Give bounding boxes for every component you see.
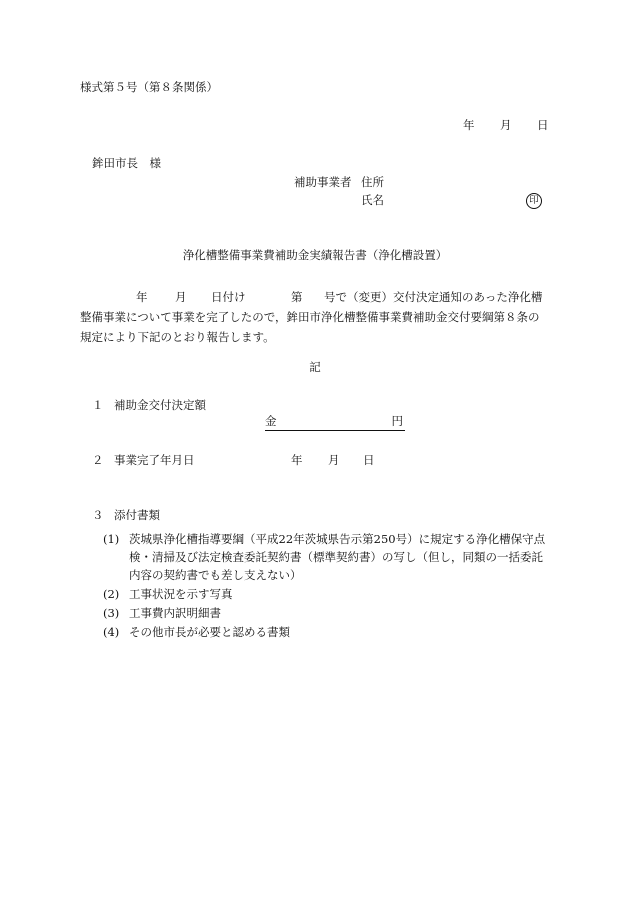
section-2-number: ２ xyxy=(92,453,104,467)
form-number: 様式第５号（第８条関係） xyxy=(80,80,218,94)
date-month-label: 月 xyxy=(500,118,512,132)
list-item-number: (4) xyxy=(103,625,120,639)
seal-mark: 印 xyxy=(526,193,542,209)
section-3-label: 添付書類 xyxy=(114,508,160,522)
list-item xyxy=(103,530,563,584)
list-item-number: (2) xyxy=(103,587,120,601)
section-2-label: 事業完了年月日 xyxy=(114,453,195,467)
address-label: 住所 xyxy=(361,175,384,189)
section-1-number: １ xyxy=(92,398,104,412)
list-item xyxy=(103,604,563,622)
body-paragraph xyxy=(80,287,552,347)
completion-day-label: 日 xyxy=(363,453,375,467)
list-item xyxy=(103,585,563,603)
list-item-text: 工事状況を示す写真 xyxy=(129,587,233,601)
list-item xyxy=(103,623,563,641)
list-item-text: その他市長が必要と認める書類 xyxy=(129,625,290,639)
ki-heading: 記 xyxy=(309,360,321,374)
section-1-label: 補助金交付決定額 xyxy=(114,398,206,412)
name-label: 氏名 xyxy=(361,193,384,207)
applicant-label: 補助事業者 xyxy=(294,175,352,189)
body-line-3: 規定により下記のとおり報告します。 xyxy=(80,330,275,344)
amount-suffix: 円 xyxy=(391,414,403,428)
body-line-2: 整備事業について事業を完了したので，鉾田市浄化槽整備事業費補助金交付要綱第８条の xyxy=(80,310,540,324)
list-item-number: (1) xyxy=(103,532,120,546)
date-year-label: 年 xyxy=(463,118,475,132)
grant-amount-field xyxy=(265,416,405,431)
list-item-number: (3) xyxy=(103,606,120,620)
addressee: 鉾田市長 様 xyxy=(92,156,161,170)
list-item-text: 工事費内訳明細書 xyxy=(129,606,221,620)
date-day-label: 日 xyxy=(537,118,549,132)
document-title: 浄化槽整備事業費補助金実績報告書（浄化槽設置） xyxy=(182,248,448,262)
body-line-1: 年 月 日付け 第 号で（変更）交付決定通知のあった浄化槽 xyxy=(136,290,543,304)
attachment-list xyxy=(103,530,563,642)
section-3-number: ３ xyxy=(92,508,104,522)
completion-year-label: 年 xyxy=(291,453,303,467)
list-item-text: 茨城県浄化槽指導要綱（平成22年茨城県告示第250号）に規定する浄化槽保守点 検・清掃及び法定検査委託契約書（標準契約書）の写し（但し，同類の一括委託 内容の契約書でも差し支えない） xyxy=(129,532,546,582)
amount-prefix: 金 xyxy=(265,414,277,428)
completion-month-label: 月 xyxy=(328,453,340,467)
